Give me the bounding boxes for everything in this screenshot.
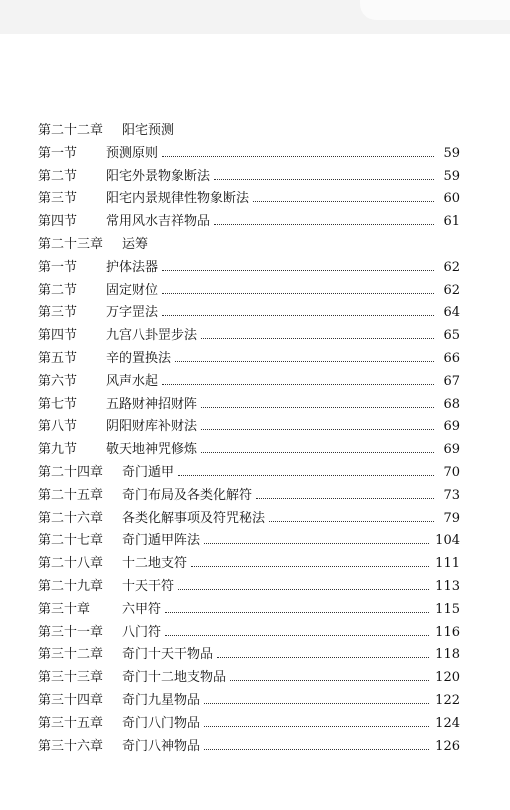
toc-entry [38,394,460,417]
toc-title: 奇门遁甲 [122,464,175,480]
toc-label: 第二十七章 [38,533,104,549]
top-tab [360,0,510,20]
toc-page-number: 69 [443,442,460,458]
toc-entry [38,439,460,462]
leader-dots [162,156,434,157]
toc-title: 奇门九星物品 [122,692,201,708]
toc-page-number: 79 [443,510,460,526]
leader-dots [201,407,434,408]
toc-title: 十二地支符 [122,556,188,572]
toc-page-number: 122 [435,692,460,708]
top-band [0,0,510,34]
leader-dots [256,498,434,499]
toc-page-number: 113 [435,578,460,594]
toc-entry [38,188,460,211]
toc-entry [38,234,460,257]
toc-entry [38,553,460,576]
toc-page-number: 73 [443,487,460,503]
toc-page-number: 69 [443,419,460,435]
toc-page-number: 65 [443,328,460,344]
toc-title: 八门符 [122,624,162,640]
toc-entry [38,530,460,553]
toc-page-number: 104 [435,533,460,549]
document-page [0,34,510,810]
toc-label: 第二十四章 [38,464,104,480]
toc-page-number: 120 [435,670,460,686]
toc-title: 常用风水吉祥物品 [106,214,211,230]
toc-page-number: 66 [443,350,460,366]
toc-entry [38,348,460,371]
leader-dots [204,703,429,704]
toc-title: 奇门遁甲阵法 [122,533,201,549]
leader-dots [162,270,434,271]
toc-label: 第二十六章 [38,510,104,526]
toc-title: 阳宅内景规律性物象断法 [106,191,250,207]
leader-dots [214,179,434,180]
toc-label: 第三十四章 [38,692,104,708]
toc-entry [38,576,460,599]
toc-entry [38,325,460,348]
toc-title: 十天干符 [122,578,175,594]
toc-page-number: 67 [443,373,460,389]
toc-entry [38,143,460,166]
toc-title: 奇门八神物品 [122,738,201,754]
toc-entry [38,713,460,736]
leader-dots [230,680,429,681]
toc-page-number: 118 [435,647,460,663]
toc-title: 预测原则 [106,145,159,161]
toc-entry [38,166,460,189]
leader-dots [201,429,434,430]
toc-label: 第九节 [38,442,78,458]
toc-title: 各类化解事项及符咒秘法 [122,510,266,526]
toc-label: 第五节 [38,350,78,366]
toc-title: 敬天地神咒修炼 [106,442,198,458]
toc-page-number: 59 [443,168,460,184]
toc-page-number: 68 [443,396,460,412]
toc-entry [38,257,460,280]
toc-label: 第三十六章 [38,738,104,754]
toc-title: 六甲符 [122,601,162,617]
leader-dots [217,657,429,658]
toc-label: 第二节 [38,282,78,298]
toc-entry [38,120,460,143]
toc-page-number: 64 [443,305,460,321]
toc-label: 第二十八章 [38,556,104,572]
toc-entry [38,302,460,325]
toc-label: 第三十二章 [38,647,104,663]
toc-label: 第四节 [38,214,78,230]
toc-label: 第八节 [38,419,78,435]
leader-dots [165,635,429,636]
toc-label: 第二十九章 [38,578,104,594]
toc-label: 第三十三章 [38,670,104,686]
toc-title: 风声水起 [106,373,159,389]
toc-entry [38,211,460,234]
leader-dots [201,452,434,453]
toc-entry [38,644,460,667]
toc-entry [38,508,460,531]
toc-page-number: 62 [443,282,460,298]
leader-dots [175,361,434,362]
toc-label: 第四节 [38,328,78,344]
leader-dots [269,521,434,522]
toc-entry [38,371,460,394]
toc-page-number: 111 [435,556,460,572]
toc-label: 第三节 [38,305,78,321]
leader-dots [178,589,429,590]
toc-entry [38,736,460,759]
toc-label: 第二节 [38,168,78,184]
toc-title: 奇门八门物品 [122,715,201,731]
leader-dots [204,749,429,750]
toc-title: 固定财位 [106,282,159,298]
table-of-contents [38,120,460,758]
toc-entry [38,485,460,508]
leader-dots [162,293,434,294]
toc-entry [38,622,460,645]
leader-dots [204,543,429,544]
leader-dots [253,201,434,202]
leader-dots [162,315,434,316]
toc-label: 第六节 [38,373,78,389]
toc-page-number: 116 [435,624,460,640]
toc-page-number: 115 [435,601,460,617]
toc-page-number: 59 [443,145,460,161]
toc-entry [38,280,460,303]
toc-label: 第三十五章 [38,715,104,731]
toc-title: 万字罡法 [106,305,159,321]
toc-title: 辛的置换法 [106,350,172,366]
toc-label: 第七节 [38,396,78,412]
toc-label: 第三十章 [38,601,91,617]
leader-dots [201,338,434,339]
toc-entry [38,667,460,690]
toc-entry [38,462,460,485]
toc-page-number: 126 [435,738,460,754]
toc-page-number: 124 [435,715,460,731]
toc-entry [38,690,460,713]
toc-label: 第一节 [38,145,78,161]
toc-title: 奇门布局及各类化解符 [122,487,253,503]
toc-label: 第二十五章 [38,487,104,503]
toc-title: 奇门十天干物品 [122,647,214,663]
toc-entry [38,416,460,439]
toc-title: 奇门十二地支物品 [122,670,227,686]
toc-title: 阳宅外景物象断法 [106,168,211,184]
leader-dots [178,475,434,476]
toc-title: 九宫八卦罡步法 [106,328,198,344]
toc-label: 第二十二章 [38,123,104,138]
toc-label: 第一节 [38,259,78,275]
toc-page-number: 60 [443,191,460,207]
leader-dots [204,726,429,727]
toc-title: 五路财神招财阵 [106,396,198,412]
toc-entry [38,599,460,622]
toc-title: 阳宅预测 [122,123,175,138]
toc-label: 第二十三章 [38,236,104,252]
leader-dots [165,612,429,613]
toc-page-number: 62 [443,259,460,275]
leader-dots [191,566,429,567]
leader-dots [214,224,434,225]
toc-title: 阴阳财库补财法 [106,419,198,435]
toc-title: 护体法器 [106,259,159,275]
toc-page-number: 70 [443,464,460,480]
toc-title: 运筹 [122,236,149,252]
toc-label: 第三节 [38,191,78,207]
toc-label: 第三十一章 [38,624,104,640]
leader-dots [162,384,434,385]
toc-page-number: 61 [443,214,460,230]
